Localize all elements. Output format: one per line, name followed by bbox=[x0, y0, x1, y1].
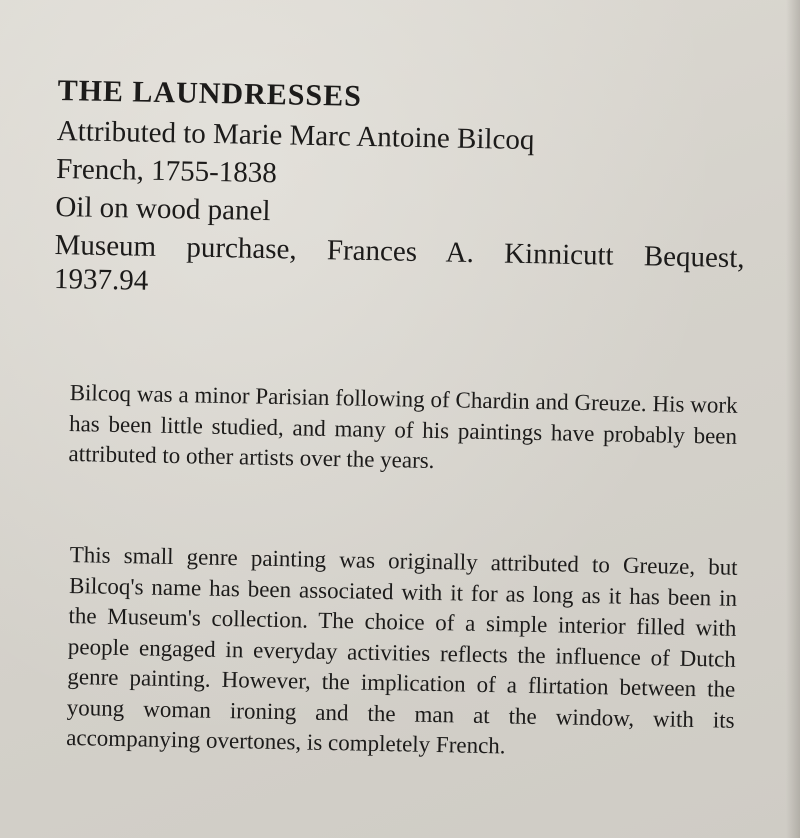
description-paragraph-2: This small genre painting was originally attributed to Greuze, but Bilcoq's name has been associated with it for as long as it has been in the Museum's collection. The choice of a simple interior filled with people engaged in everyday activities reflects the influence of Dutch genre painting. However, the implication of a flirtation between the young woman ironing and the man at the window, with its accompanying overtones, is completely French. bbox=[65, 541, 738, 759]
description-paragraph-1: Bilcoq was a minor Parisian following of Chardin and Greuze. His work has been little studied, and many of his paintings have probably been attributed to other artists over the years. bbox=[68, 379, 738, 474]
artwork-medium: Oil on wood panel bbox=[55, 190, 271, 228]
artist-nationality-dates: French, 1755-1838 bbox=[55, 152, 278, 190]
card-edge-shadow bbox=[786, 0, 800, 838]
credit-line: Museum purchase, Frances A. Kinnicutt Bequest, 1937.94 bbox=[53, 228, 745, 297]
artist-attribution: Attributed to Marie Marc Antoine Bilcoq bbox=[56, 114, 535, 157]
label-header bbox=[54, 72, 758, 309]
artwork-title: THE LAUNDRESSES bbox=[57, 73, 363, 113]
